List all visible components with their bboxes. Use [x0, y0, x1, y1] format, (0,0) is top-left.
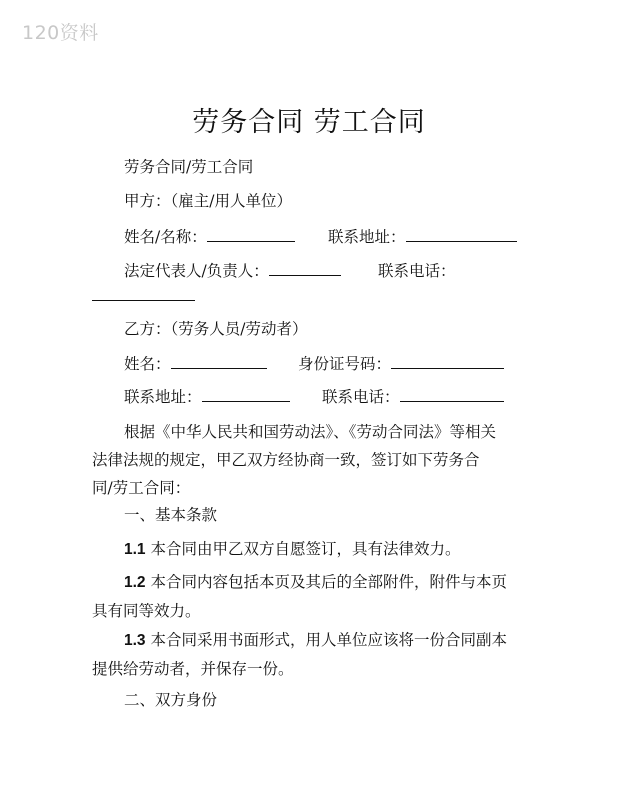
clause-number: 1.1 — [124, 541, 146, 558]
clause-text: 提供给劳动者，并保存一份。 — [92, 660, 294, 678]
party-a-phone-field[interactable] — [92, 286, 195, 301]
party-a-address-label: 联系地址： — [328, 228, 406, 246]
section-1-heading: 一、基本条款 — [124, 506, 218, 524]
party-a-name-field[interactable] — [207, 227, 295, 242]
clause-number: 1.2 — [124, 574, 146, 591]
party-b-id-row — [298, 354, 504, 374]
clause-text: 本合同采用书面形式，用人单位应该将一份合同副本 — [150, 631, 508, 649]
party-a-phone-field-row — [92, 286, 195, 306]
party-b-name-label: 姓名： — [124, 355, 171, 373]
intro-line: 同/劳工合同： — [92, 479, 191, 497]
clause-text: 本合同由甲乙双方自愿签订，具有法律效力。 — [150, 540, 461, 558]
clause-1-2 — [92, 568, 544, 625]
clause-text: 本合同内容包括本页及其后的全部附件，附件与本页 — [150, 573, 508, 591]
party-b-name-row — [124, 354, 267, 374]
party-b-address-row — [124, 387, 290, 407]
party-b-address-field[interactable] — [202, 387, 290, 402]
intro-paragraph — [92, 418, 544, 502]
party-a-name-row — [124, 227, 295, 247]
party-a-name-label: 姓名/名称： — [124, 228, 207, 246]
party-b-name-field[interactable] — [171, 354, 267, 369]
party-a-phone-label: 联系电话： — [378, 262, 456, 280]
clause-line — [92, 626, 544, 655]
clause-line — [92, 535, 544, 564]
party-b-id-label: 身份证号码： — [298, 355, 392, 373]
clause-1-3 — [92, 626, 544, 683]
party-a-rep-field[interactable] — [269, 261, 341, 276]
party-b-phone-label: 联系电话： — [322, 388, 400, 406]
party-b-phone-field[interactable] — [400, 387, 504, 402]
clause-number: 1.3 — [124, 632, 146, 649]
document-subtitle: 劳务合同/劳工合同 — [124, 158, 254, 176]
party-b-address-label: 联系地址： — [124, 388, 202, 406]
section-2-heading: 二、双方身份 — [124, 691, 218, 709]
clause-line — [92, 568, 544, 597]
party-b-phone-row — [322, 387, 504, 407]
party-a-phone-row — [378, 261, 456, 281]
party-a-address-field[interactable] — [406, 227, 517, 242]
intro-line: 根据《中华人民共和国劳动法》、《劳动合同法》等相关 — [124, 423, 497, 441]
party-a-address-row — [328, 227, 517, 247]
party-a-heading: 甲方：（雇主/用人单位） — [124, 192, 292, 210]
clause-1-1 — [92, 535, 544, 564]
clause-text: 具有同等效力。 — [92, 602, 201, 620]
document-title: 劳务合同 劳工合同 — [192, 107, 426, 138]
party-b-heading: 乙方：（劳务人员/劳动者） — [124, 320, 308, 338]
party-b-id-field[interactable] — [391, 354, 504, 369]
party-a-rep-row — [124, 261, 341, 281]
watermark: 120资料 — [22, 22, 99, 44]
intro-line: 法律法规的规定，甲乙双方经协商一致，签订如下劳务合 — [92, 451, 480, 469]
party-a-rep-label: 法定代表人/负责人： — [124, 262, 269, 280]
